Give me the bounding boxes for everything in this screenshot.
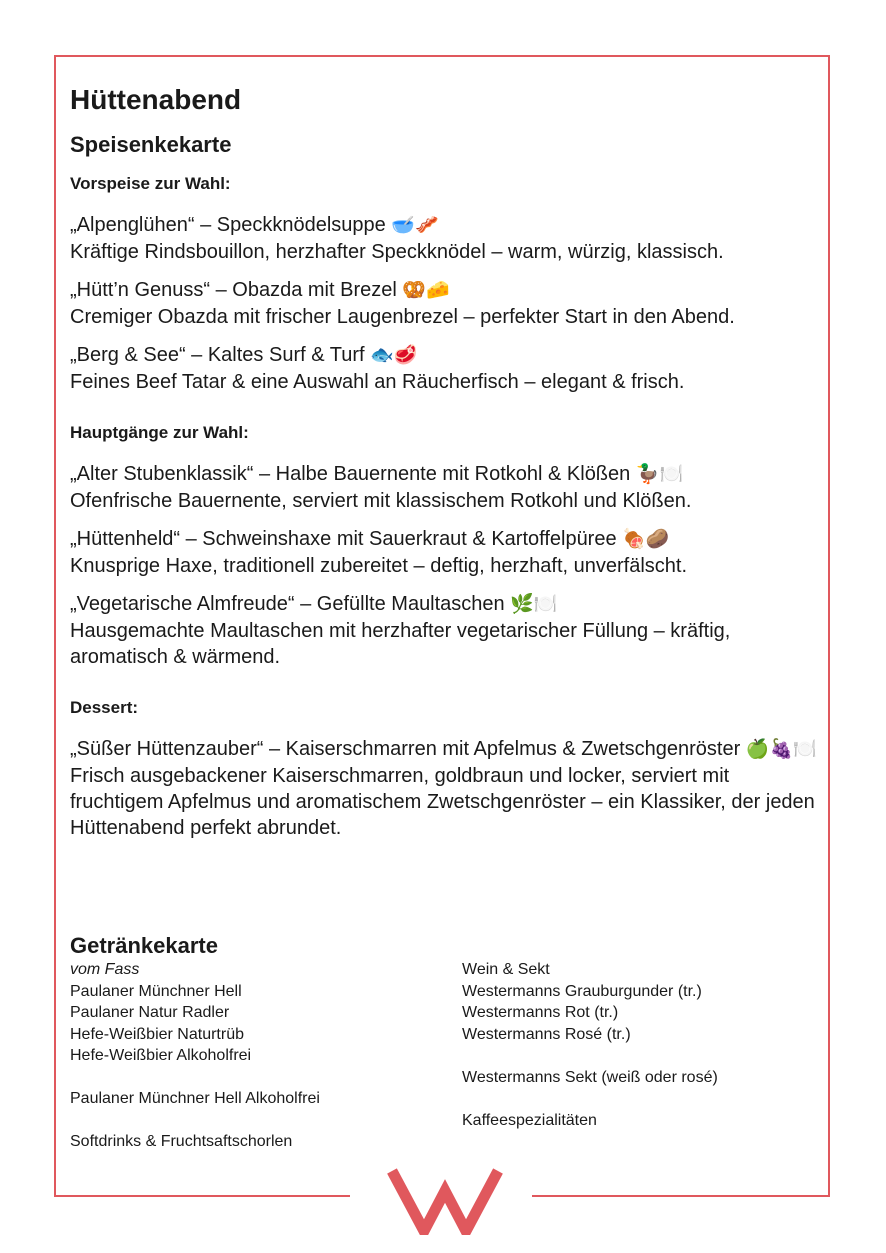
drink-item: Softdrinks & Fruchtsaftschorlen	[70, 1133, 293, 1150]
drink-item: Westermanns Rot (tr.)	[462, 1004, 619, 1021]
drink-category: Wein & Sekt	[462, 961, 550, 978]
drink-item: Westermanns Rosé (tr.)	[462, 1025, 631, 1043]
drink-item: Westermanns Grauburgunder (tr.)	[462, 982, 702, 1000]
dish-item	[70, 736, 820, 841]
dish-title: „Süßer Hüttenzauber“ – Kaiserschmarren mit Apfelmus & Zwetschgenröster	[70, 738, 741, 760]
dish-description: Kräftige Rindsbouillon, herzhafter Speckknödel – warm, würzig, klassisch.	[70, 241, 724, 263]
dish-item	[70, 526, 820, 579]
drinks-menu-title: Getränkekarte	[70, 933, 218, 958]
apple-grape-plate-icon: 🍏🍇🍽️	[745, 739, 817, 760]
dish-title: „Alpenglühen“ – Speckknödelsuppe	[70, 214, 386, 236]
herb-plate-icon: 🌿🍽️	[510, 594, 558, 615]
fish-meat-icon: 🐟🥩	[370, 345, 418, 366]
dish-description: Ofenfrische Bauernente, serviert mit klassischem Rotkohl und Klößen.	[70, 490, 692, 512]
dish-title: „Berg & See“ – Kaltes Surf & Turf	[70, 344, 365, 366]
drink-category: vom Fass	[70, 961, 140, 978]
drink-item: Hefe-Weißbier Alkoholfrei	[70, 1047, 252, 1064]
drink-item: Paulaner Münchner Hell Alkoholfrei	[70, 1090, 320, 1107]
meat-potato-icon: 🍖🥔	[622, 529, 670, 550]
dish-title: „Hütt’n Genuss“ – Obazda mit Brezel	[70, 279, 397, 301]
dish-item	[70, 277, 820, 330]
section-heading-dessert: Dessert:	[70, 698, 139, 717]
section-heading-mains: Hauptgänge zur Wahl:	[70, 423, 249, 442]
spacer	[462, 1088, 718, 1110]
dish-item	[70, 342, 820, 395]
pretzel-cheese-icon: 🥨🧀	[402, 280, 450, 301]
dish-title: „Hüttenheld“ – Schweinshaxe mit Sauerkraut & Kartoffelpüree	[70, 528, 617, 550]
spacer	[462, 1045, 718, 1067]
spacer	[70, 1110, 320, 1132]
menu-content	[70, 80, 820, 841]
spacer	[70, 1067, 320, 1089]
dish-description: Cremiger Obazda mit frischer Laugenbrezel – perfekter Start in den Abend.	[70, 306, 735, 328]
dish-description: Frisch ausgebackener Kaiserschmarren, goldbraun und locker, serviert mit fruchtigem Apfelmus und aromatischem Zwetschgenröster – ein Klassiker, der jeden Hüttenabend perfekt abrundet.	[70, 765, 815, 839]
drink-item: Paulaner Münchner Hell	[70, 982, 242, 1000]
dish-description: Hausgemachte Maultaschen mit herzhafter vegetarischer Füllung – kräftig, aromatisch & wärmend.	[70, 620, 731, 668]
dish-item	[70, 461, 820, 514]
drinks-column-right	[462, 959, 718, 1131]
drink-item: Westermanns Sekt (weiß oder rosé)	[462, 1068, 718, 1086]
food-menu-title: Speisenkekarte	[70, 132, 232, 157]
page-title: Hüttenabend	[70, 84, 242, 115]
dish-description: Knusprige Haxe, traditionell zubereitet – deftig, herzhaft, unverfälscht.	[70, 555, 688, 577]
dish-item	[70, 212, 820, 265]
soup-bacon-icon: 🥣🥓	[391, 215, 439, 236]
frame-bottom-left	[54, 1195, 350, 1197]
frame-bottom-right	[532, 1195, 830, 1197]
section-heading-starters: Vorspeise zur Wahl:	[70, 174, 231, 193]
dish-title: „Vegetarische Almfreude“ – Gefüllte Maultaschen	[70, 593, 505, 615]
duck-plate-icon: 🦆🍽️	[635, 464, 684, 485]
drink-item: Paulaner Natur Radler	[70, 1004, 230, 1021]
dish-item	[70, 591, 820, 670]
drinks-column-left	[70, 959, 320, 1153]
dish-description: Feines Beef Tatar & eine Auswahl an Räucherfisch – elegant & frisch.	[70, 371, 685, 393]
drink-item: Hefe-Weißbier Naturtrüb	[70, 1025, 244, 1043]
dish-title: „Alter Stubenklassik“ – Halbe Bauernente mit Rotkohl & Klößen	[70, 463, 631, 485]
w-logo-icon	[386, 1167, 504, 1235]
drink-category: Kaffeespezialitäten	[462, 1111, 597, 1129]
